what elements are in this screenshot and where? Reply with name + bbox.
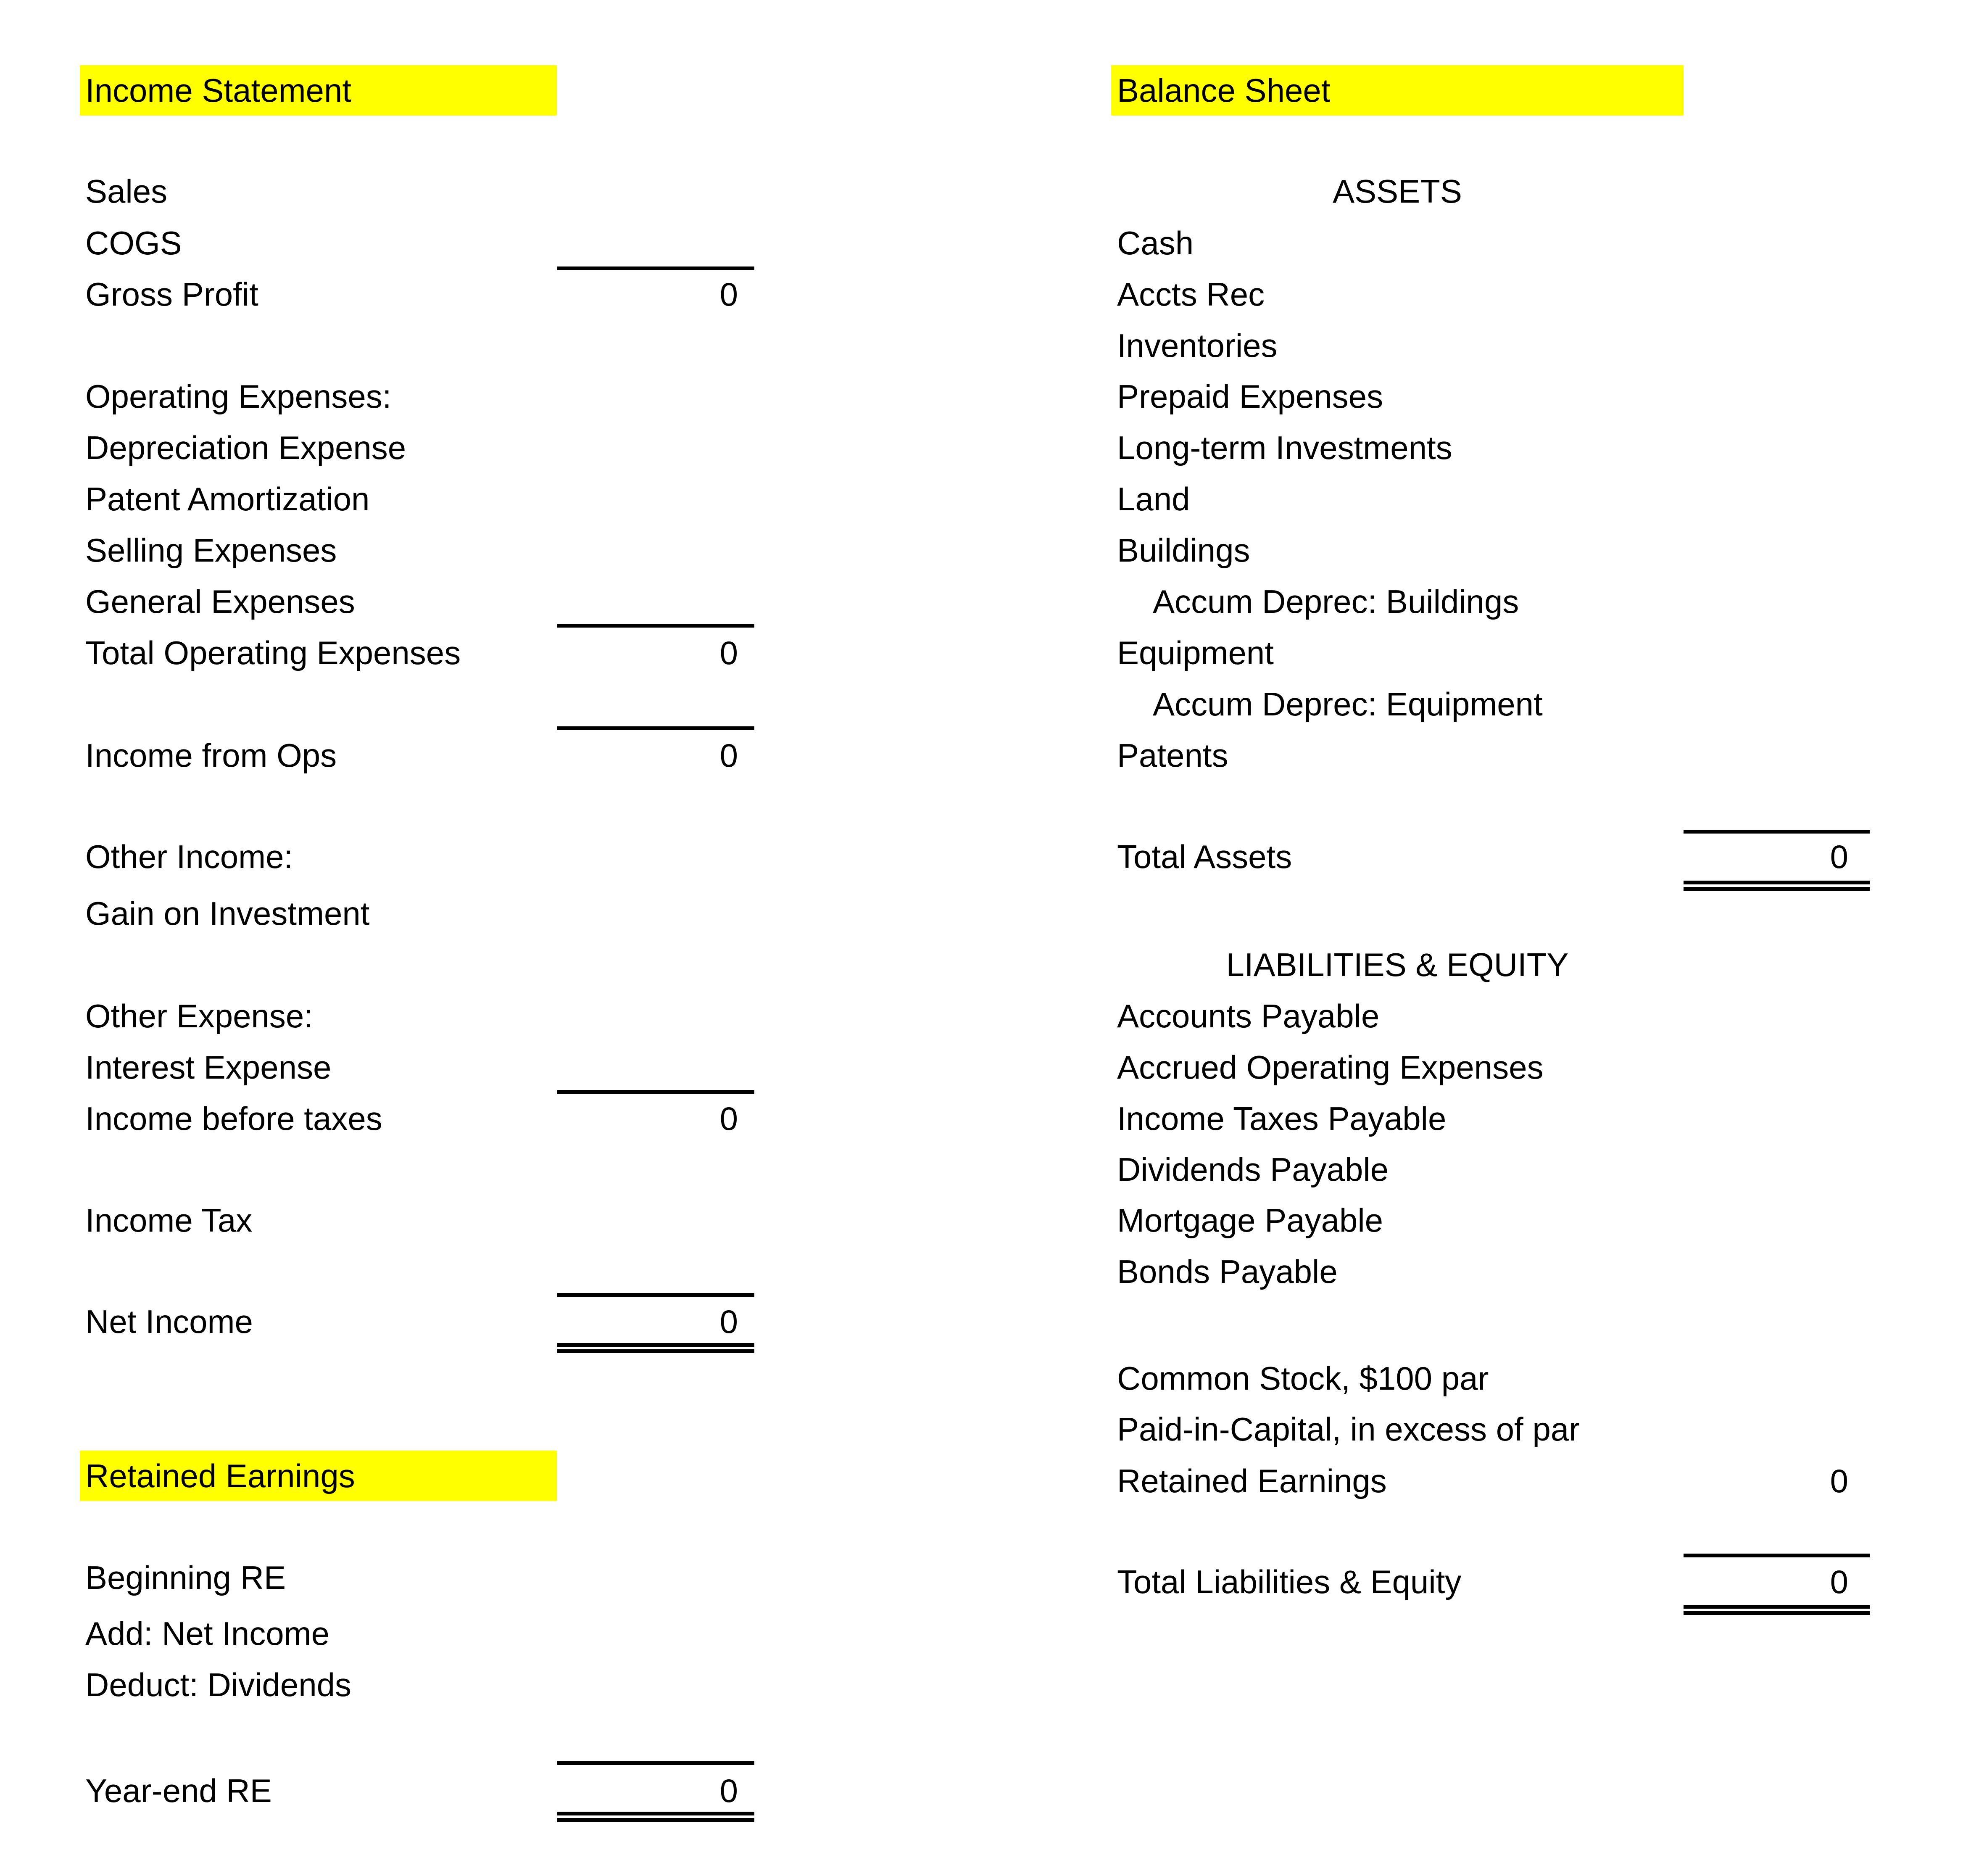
bs-retained-earnings-value: 0 <box>1830 1462 1848 1499</box>
patent-amortization-label: Patent Amortization <box>85 480 370 517</box>
accum-deprec-buildings-label: Accum Deprec: Buildings <box>1153 583 1519 620</box>
long-term-investments-label: Long-term Investments <box>1117 429 1452 466</box>
equipment-label: Equipment <box>1117 634 1274 671</box>
inventories-label: Inventories <box>1117 327 1278 364</box>
accrued-operating-expenses-label: Accrued Operating Expenses <box>1117 1049 1544 1086</box>
year-end-re-rule <box>557 1761 754 1765</box>
depreciation-expense-label: Depreciation Expense <box>85 429 406 466</box>
net-income-label: Net Income <box>85 1303 253 1340</box>
income-from-ops-label: Income from Ops <box>85 737 337 774</box>
income-statement-title: Income Statement <box>85 72 351 109</box>
cash-label: Cash <box>1117 224 1194 261</box>
interest-expense-label: Interest Expense <box>85 1049 332 1086</box>
prepaid-expenses-label: Prepaid Expenses <box>1117 378 1383 415</box>
deduct-dividends-label: Deduct: Dividends <box>85 1666 351 1703</box>
retained-earnings-title: Retained Earnings <box>85 1457 355 1494</box>
year-end-re-label: Year-end RE <box>85 1772 272 1809</box>
accounts-payable-label: Accounts Payable <box>1117 997 1380 1034</box>
sales-label: Sales <box>85 173 168 210</box>
total-liabilities-equity-label: Total Liabilities & Equity <box>1117 1563 1462 1600</box>
other-income-header: Other Income: <box>85 838 293 875</box>
total-operating-expenses-label: Total Operating Expenses <box>85 634 461 671</box>
total-assets-value: 0 <box>1830 838 1848 875</box>
patents-label: Patents <box>1117 737 1228 774</box>
income-tax-label: Income Tax <box>85 1202 253 1239</box>
total-operating-expenses-value: 0 <box>719 634 738 671</box>
year-end-re-double-underline <box>557 1812 754 1822</box>
total-liabilities-equity-value: 0 <box>1830 1563 1848 1600</box>
accts-rec-label: Accts Rec <box>1117 276 1265 313</box>
buildings-label: Buildings <box>1117 532 1250 569</box>
liabilities-equity-header: LIABILITIES & EQUITY <box>1226 946 1569 983</box>
total-assets-double-underline <box>1684 881 1870 891</box>
gross-profit-value: 0 <box>719 276 738 313</box>
gain-on-investment-label: Gain on Investment <box>85 895 370 932</box>
assets-header: ASSETS <box>1333 173 1462 210</box>
beginning-re-label: Beginning RE <box>85 1559 286 1596</box>
selling-expenses-label: Selling Expenses <box>85 532 337 569</box>
bs-retained-earnings-label: Retained Earnings <box>1117 1462 1387 1499</box>
income-from-ops-rule <box>557 726 754 730</box>
income-taxes-payable-label: Income Taxes Payable <box>1117 1100 1447 1137</box>
other-expense-header: Other Expense: <box>85 997 313 1034</box>
common-stock-label: Common Stock, $100 par <box>1117 1360 1489 1397</box>
net-income-double-underline <box>557 1343 754 1353</box>
income-before-taxes-label: Income before taxes <box>85 1100 382 1137</box>
accum-deprec-equipment-label: Accum Deprec: Equipment <box>1153 686 1543 723</box>
total-opex-rule <box>557 624 754 628</box>
cogs-label: COGS <box>85 224 182 261</box>
land-label: Land <box>1117 480 1190 517</box>
year-end-re-value: 0 <box>719 1772 738 1809</box>
dividends-payable-label: Dividends Payable <box>1117 1151 1389 1188</box>
gross-profit-label: Gross Profit <box>85 276 258 313</box>
paid-in-capital-label: Paid-in-Capital, in excess of par <box>1117 1411 1580 1448</box>
general-expenses-label: General Expenses <box>85 583 355 620</box>
bonds-payable-label: Bonds Payable <box>1117 1253 1338 1290</box>
add-net-income-label: Add: Net Income <box>85 1615 329 1652</box>
mortgage-payable-label: Mortgage Payable <box>1117 1202 1383 1239</box>
total-liabilities-equity-double-underline <box>1684 1605 1870 1615</box>
operating-expenses-header: Operating Expenses: <box>85 378 392 415</box>
total-assets-label: Total Assets <box>1117 838 1292 875</box>
balance-sheet-title: Balance Sheet <box>1117 72 1331 109</box>
income-from-ops-value: 0 <box>719 737 738 774</box>
net-income-value: 0 <box>719 1303 738 1340</box>
income-before-taxes-value: 0 <box>719 1100 738 1137</box>
